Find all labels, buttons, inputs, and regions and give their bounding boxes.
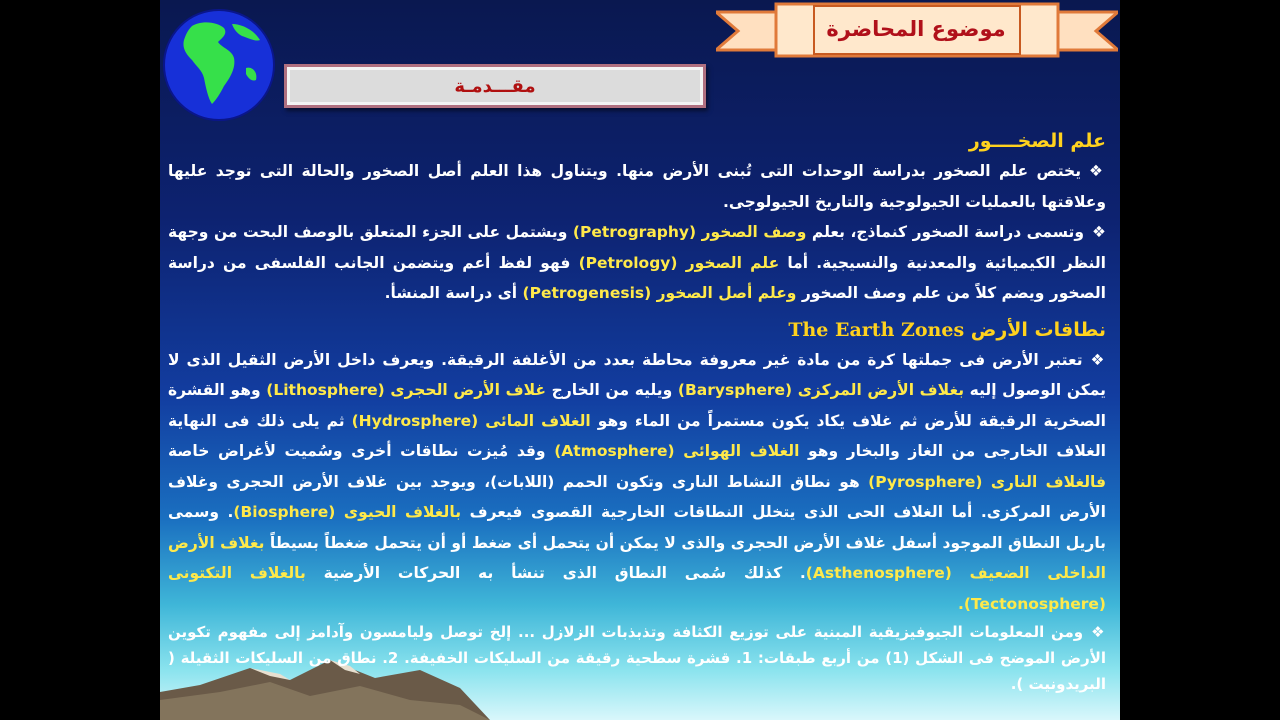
term-biosphere: بالغلاف الحيوى (Biosphere) <box>233 503 462 521</box>
globe-icon <box>162 8 276 122</box>
paragraph-petrography: ❖وتسمى دراسة الصخور كنماذج، بعلم وصف الصخور (Petrography) ويشتمل على الجزء المتعلق بالوصف البحت من وجهة النظر الكيميائية والمعدنية والنسيجية. أما علم الصخور (Petrology) فهو لفظ أعم ويتضمن الجانب الفلسفى من دراسة الصخور ويضم كلاً من علم وصف الصخور وعلم أصل الصخور (Petrogenesis) أى دراسة المنشأ. <box>168 223 1106 302</box>
slide-content <box>168 120 1106 697</box>
paragraph-petrology-intro: ❖يختص علم الصخور بدراسة الوحدات التى تُبنى الأرض منها. ويتناول هذا العلم أصل الصخور والحالة التى توجد عليها وعلاقتها بالعمليات الجيولوجية والتاريخ الجيولوجى. <box>168 162 1106 211</box>
bullet-icon: ❖ <box>1089 162 1106 180</box>
term-lithosphere: غلاف الأرض الحجرى (Lithosphere) <box>266 381 546 399</box>
paragraph-earth-zones: ❖تعتبر الأرض فى جملتها كرة من مادة غير معروفة محاطة بعدد من الأغلفة الرقيقة. ويعرف داخل الأرض الثقيل الذى لا يمكن الوصول إليه بغلاف الأرض المركزى (Barysphere) ويليه من الخارج غلاف الأرض الحجرى (Lithosphere) وهو القشرة الصخرية الرقيقة للأرض ثم غلاف يكاد يكون مستمراً من الماء وهو الغلاف المائى (Hydrosphere) ثم يلى ذلك فى النهاية الغلاف الخارجى من الغاز والبخار وهو الغلاف الهوائى (Atmosphere) وقد مُيزت نطاقات أخرى وسُميت لأغراض خاصة فالغلاف النارى (Pyrosphere) هو نطاق النشاط النارى وتكون الحمم (اللابات)، ويوجد بين غلاف الأرض الحجرى وغلاف الأرض المركزى. أما الغلاف الحى الذى يتخلل النطاقات الخارجية القصوى فيعرف بالغلاف الحيوى (Biosphere). وسمى باريل النطاق الموجود أسفل غلاف الأرض الحجرى والذى لا يمكن أن يتحمل أى ضغط أو أن يتحمل ضغطاً بسيطاً بغلاف الأرض الداخلى الضعيف (Asthenosphere). كذلك سُمى النطاق الذى تنشأ به الحركات الأرضية بالغلاف التكتونى (Tectonosphere). <box>168 350 1106 613</box>
intro-label: مقـــدمـة <box>284 64 706 108</box>
section-heading-earth-zones: نطاقات الأرض The Earth Zones <box>788 318 1106 341</box>
paragraph-earth-layers: ❖ومن المعلومات الجيوفيزيقية المبنية على توزيع الكثافة وتذبذبات الزلازل ... إلخ توصل وليامسون وآدامز إلى مفهوم تكوين الأرض الموضح فى الشكل (1) من أربع طبقات: 1. قشرة سطحية رقيقة من السليكات الخفيفة. 2. نطاق من السليكات الثقيلة ( البريدونيت ). <box>168 623 1107 693</box>
term-hydrosphere: الغلاف المائى (Hydrosphere) <box>351 411 591 430</box>
term-tectonosphere: بالغلاف التكتونى (Tectonosphere). <box>168 564 1106 613</box>
section-heading-petrology: علم الصخــــور <box>968 130 1106 152</box>
term-barysphere: بغلاف الأرض المركزى (Barysphere) <box>677 381 965 399</box>
slide <box>160 0 1120 720</box>
term-asthenosphere: بغلاف الأرض الداخلى الضعيف (Asthenosphere) <box>168 533 1106 582</box>
term-petrography: وصف الصخور (Petrography) <box>572 223 807 241</box>
lecture-topic-title: موضوع المحاضرة <box>826 17 1006 41</box>
term-petrogenesis: وعلم أصل الصخور (Petrogenesis) <box>522 284 797 302</box>
term-petrology: علم الصخور (Petrology) <box>578 253 780 272</box>
term-atmosphere: الغلاف الهوائى (Atmosphere) <box>554 442 800 460</box>
term-pyrosphere: فالغلاف النارى (Pyrosphere) <box>868 472 1106 491</box>
bullet-icon: ❖ <box>1091 223 1106 241</box>
bullet-icon: ❖ <box>1090 350 1106 369</box>
bullet-icon: ❖ <box>1091 623 1106 641</box>
